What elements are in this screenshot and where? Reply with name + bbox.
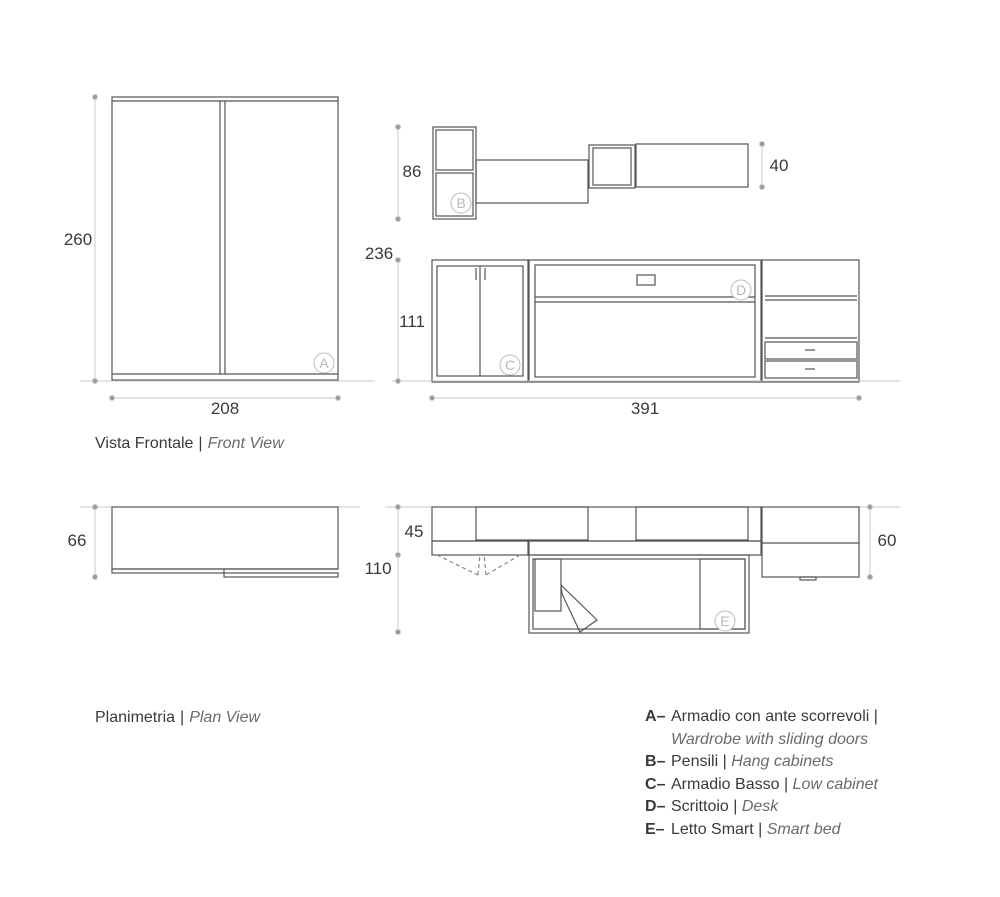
legend-key: D– <box>645 798 666 815</box>
desk-bed-front <box>529 260 761 382</box>
dim-drawer-depth: 60 <box>877 531 897 550</box>
legend-label-it: Scrittoio <box>671 798 729 815</box>
legend-separator: | <box>753 820 767 838</box>
marker-d: D <box>735 282 747 298</box>
legend-item-c <box>645 774 878 797</box>
marker-e: E <box>720 613 730 629</box>
dim-wardrobe-depth: 66 <box>67 531 87 550</box>
dim-wardrobe-height: 260 <box>63 230 93 249</box>
dim-total-height: 236 <box>364 244 394 263</box>
marker-b: B <box>456 195 466 211</box>
dim-hang-depth: 45 <box>404 522 424 541</box>
plan-view-caption <box>95 709 260 727</box>
marker-c: C <box>504 357 516 373</box>
legend-key: E– <box>645 820 665 838</box>
legend-label-en: Smart bed <box>766 820 841 838</box>
dim-wardrobe-width: 208 <box>210 399 240 418</box>
legend-label-en: Hang cabinets <box>731 753 834 770</box>
legend-label-en: Low cabinet <box>792 775 878 793</box>
front-view-caption-en: Front View <box>207 435 284 452</box>
caption-separator: | <box>198 435 203 452</box>
legend-key: A– <box>645 708 666 725</box>
marker-a: A <box>319 355 329 371</box>
legend-key: C– <box>645 775 666 793</box>
legend-key: B– <box>645 753 666 770</box>
dim-bed-depth: 110 <box>364 559 392 578</box>
legend-item-a <box>645 706 878 729</box>
dim-low-cabinet-height: 111 <box>399 312 425 331</box>
plan-view-caption-it: Planimetria <box>95 709 176 726</box>
legend-label-it: Pensili <box>671 753 719 770</box>
front-view-caption <box>95 435 284 453</box>
legend-label-en: Desk <box>741 798 779 815</box>
front-view-caption-it: Vista Frontale <box>95 435 194 452</box>
legend-item-a-en <box>645 729 878 752</box>
legend-label-it: Letto Smart <box>671 820 754 838</box>
wardrobe-plan <box>112 507 338 577</box>
legend-item-d <box>645 796 878 819</box>
legend-label-it: Armadio con ante scorrevoli <box>671 708 870 725</box>
legend-item-b <box>645 751 878 774</box>
legend-separator: | <box>728 798 742 815</box>
door-swing-arcs <box>437 555 520 575</box>
dim-shelf-height: 40 <box>769 156 789 175</box>
drawer-unit-front <box>762 260 859 382</box>
legend-item-e <box>645 819 878 842</box>
wardrobe-front <box>112 97 338 380</box>
legend-label-en: Wardrobe with sliding doors <box>671 730 869 748</box>
caption-separator: | <box>180 709 185 726</box>
legend <box>645 706 878 841</box>
legend-label-it: Armadio Basso <box>671 775 780 793</box>
layout-plan <box>432 507 859 633</box>
dim-total-width: 391 <box>630 399 660 418</box>
legend-separator: | <box>779 775 793 793</box>
dim-hang-height: 86 <box>402 162 422 181</box>
hang-cabinets-front <box>433 127 748 219</box>
plan-view-caption-en: Plan View <box>189 709 261 726</box>
legend-separator: | <box>869 708 878 725</box>
legend-separator: | <box>718 753 732 770</box>
